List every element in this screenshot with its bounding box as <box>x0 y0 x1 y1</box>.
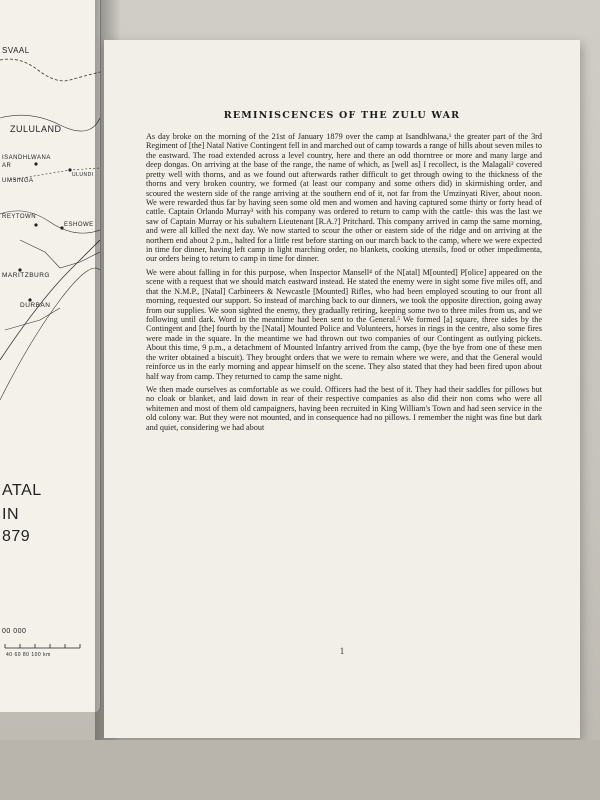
paragraph-1: As day broke on the morning of the 21st of January 1879 over the camp at Isandhlwana,¹ the greater part of the 3rd Regiment of [the] Natal Native Contingent fell in and marched out of camp towards a range of hills about seven miles to the eastward. The road extended across a level country, here and there an odd thorntree or more and many large and deep dongas. On arriving at the base of the range, the name of which, as [well as] I recollect, is the Malagali² covered pretty well with thorns, and as we found out afterwards rather difficult to get through owing to the thickness of the thorns and very broken country, we formed (at least our company and some others did) in skirmishing order, and scoured the western side of the range arriving at the southern end of it, not far from the Umzinyati River, about noon. We were rewarded thus far by having seen some old men and women and having captured some thirty or forty head of cattle. Captain Orlando Murray³ with his company was ordered to return to camp with the cattle- this was the last we saw of Captain Murray or his subaltern Lieutenant [R.A.?] Pritchard. This company arrived in camp the same morning, and were all killed the next day. We now started to scour the other or eastern side of the ridge and on arriving at the northern end about 2 p.m., halted for a little rest before starting on our march back to the camp, where we were expected in time for dinner, having left camp in light marching order, no blankets, cooking utensils, food or other impedimenta, our orders being to return to camp in time for dinner. <box>146 132 542 264</box>
map-drawing <box>0 0 100 712</box>
town-marker-isandhlwana <box>34 162 37 165</box>
town-marker-greytown <box>34 223 37 226</box>
text-page <box>104 40 580 738</box>
map-title-line-1: ATAL <box>2 482 42 499</box>
map-title-line-2: IN <box>2 506 19 523</box>
coastline <box>0 240 100 360</box>
page-number: 1 <box>339 646 345 656</box>
page-title: REMINISCENCES OF THE ZULU WAR <box>223 110 461 121</box>
road-line-2 <box>20 240 100 268</box>
map-page <box>0 0 101 712</box>
body-text <box>146 132 542 436</box>
map-label-eshowe: ESHOWE <box>64 222 94 228</box>
paragraph-3: We then made ourselves as comfortable as we could. Officers had the best of it. They had their saddles for pillows but no cloak or blanket, and laid down in rear of their respective companies as also did their non coms who were all whitemen and most of them old campaigners, having been recruited in King William's Town and had seen service in the old colony war. But they were not mounted, and in consequence had no pillows. I remember the night was fine but dark and quiet, considering we had about <box>146 384 542 432</box>
map-label-maritzburg: MARITZBURG <box>2 272 50 279</box>
map-label-durban: DURBAN <box>20 302 51 309</box>
map-scale-title: 00 000 <box>2 628 27 635</box>
map-label-ulundi: ULUNDI <box>72 172 94 178</box>
paragraph-2: We were about falling in for this purpose, when Inspector Mansell⁴ of the N[atal] M[ounted] P[olice] appeared on the scene with a request that we should match eastward instead. He stated the enemy were in sight some five miles off, and that the N.M.P., [Natal] Carbineers & Newcastle [Mounted] Rifles, who had been employed scouting to our front all morning, requested our support. So instead of marching back to our dinners, we took the opposite direction, going away from our supplies. We soon sighted the enemy, they gradually retiring, keeping some two to three miles from us, and we following until dark. Word in the meantime had been sent to the General.⁵ We formed [a] square, three sides by the Contingent and [the] fourth by the [Natal] Mounted Police and Volunteers, horses in rings in the centre, also some fires were made in the square. In the meantime we had thrown out two companies of our Contingent as outlying pickets. About this time, 9 p.m., a detachment of Mounted Infantry arrived from the camp, (bye the bye from one of these men the writer obtained a biscuit). They brought orders that we were to remain where we were, and that the General would reinforce us in the early morning and appear himself on the scene. They also stated that they had been fired upon about half way from camp. They returned to camp the same night. <box>146 267 542 381</box>
coast-lower <box>0 268 100 400</box>
table-surface <box>0 740 600 800</box>
border-line-transvaal <box>0 59 100 81</box>
map-label-greytown: REYTOWN <box>2 214 37 220</box>
map-label-msinga: UMSINGA <box>2 178 34 184</box>
map-label-isandhlwana: ISANDHLWANA <box>2 155 51 161</box>
map-label-isandhlwana-2: AR <box>2 163 12 169</box>
map-label-zululand: ZULULAND <box>10 124 62 134</box>
map-title-line-3: 879 <box>2 528 31 545</box>
map-label-transvaal: SVAAL <box>2 46 30 55</box>
map-scale-ticks: 40 60 80 100 km <box>6 652 51 658</box>
